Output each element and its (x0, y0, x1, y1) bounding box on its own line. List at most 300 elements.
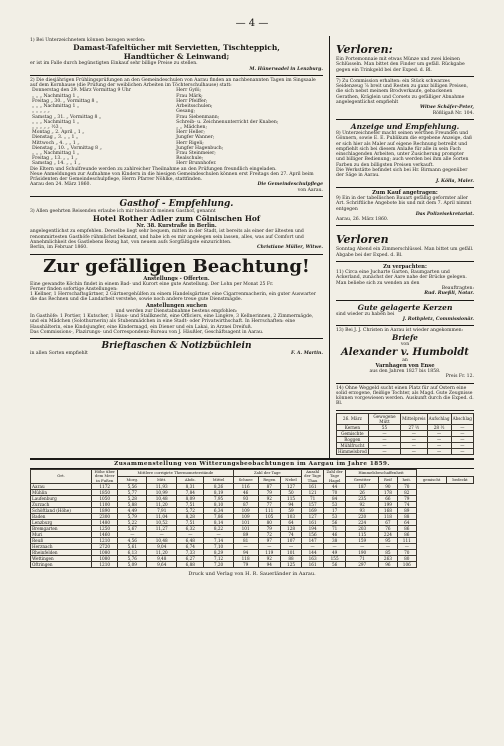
obs-subheader: Mitt. (147, 476, 177, 483)
obs-cell: 10,48 (147, 495, 177, 501)
obs-cell: 5,72 (177, 507, 204, 513)
obs-cell: 95 (379, 537, 397, 543)
obs-cell: 11,04 (147, 513, 177, 519)
obs-cell: 2300 (92, 513, 118, 519)
obs-cell: 92 (258, 555, 280, 561)
obs-subheader: Abds. (177, 476, 204, 483)
obs-cell: 53 (324, 501, 346, 507)
obs-cell: 187 (346, 483, 379, 489)
market-prices (336, 411, 474, 458)
obs-cell: 10,52 (147, 519, 177, 525)
obs-cell: 88 (397, 513, 416, 519)
ad11-text: 11) Circa eine Jucharte Garten, Baumgarten und Ackerland, zunächst der Aare nahe der Brücke gelegen. (336, 270, 467, 281)
obs-cell: 8,28 (177, 513, 204, 519)
obs-cell: 8,19 (204, 489, 233, 495)
schedule-date: „ „ „ „ „ (32, 109, 50, 115)
obs-location: Herznach (31, 543, 92, 549)
ad4-subtitle: Anstellungs - Offerten. (143, 275, 210, 282)
obs-cell: 9,64 (147, 561, 177, 567)
ad-school-exams (30, 76, 323, 197)
obs-cell: 5,77 (118, 489, 147, 495)
ad3-title: Gasthof - Empfehlung. (119, 199, 234, 210)
obs-cell: 70 (324, 489, 346, 495)
schedule-date: Donnerstag den 29. März Vormittag 9 Uhr (32, 88, 131, 94)
obs-cell: 93 (233, 495, 258, 501)
obs-cell: 155 (324, 555, 346, 561)
obs-cell: 1080 (92, 555, 118, 561)
ad11-text2: Man beliebe sich zu wenden an den (336, 280, 420, 286)
market-header: Mittelpreis (401, 413, 427, 424)
obs-cell: 44 (324, 483, 346, 489)
obs-location: Wettingen (31, 555, 92, 561)
two-column-layout (30, 36, 474, 458)
obs-cell: 82 (397, 489, 416, 495)
ad3-intro: 3) Allen geehrten Reisenden erlaube ich mir hiedurch meinen Gasthof, genannt (30, 209, 216, 215)
obs-cell: — (177, 531, 204, 537)
schedule-date: Montag „ 2. April „ 1 „ (32, 130, 85, 136)
obs-cell: 5,56 (118, 483, 147, 489)
obs-cell: 94 (258, 561, 280, 567)
obs-cell: 6,13 (118, 549, 147, 555)
ad-for-sale (336, 188, 474, 226)
obs-cell: 190 (346, 549, 379, 555)
market-cell: — (368, 448, 400, 454)
obs-location: Lenzburg (31, 519, 92, 525)
market-cell: 55 (368, 424, 400, 430)
ad1-text: er ist im Falle durch begünstigten Einkauf sehr billige Preise zu stellen. (30, 61, 198, 67)
obs-cell: 5,79 (118, 513, 147, 519)
ad-lost-purse (336, 36, 474, 77)
obs-cell: 5,28 (118, 495, 147, 501)
obs-cell: 106 (397, 561, 416, 567)
schedule-teacher: Gesang; (176, 109, 196, 115)
ad4-text1: Eine gewandte Köchin findet in einem Bad- und Kurort eine gute Anstellung. Der Lohn per Monat 25 Fr. (30, 281, 274, 287)
ad3-text: angelegentlichst zu empfehlen. Derselbe liegt sehr bequem, mitten in der Stadt, ist bereits als einer der ältesten und renommirtesten Gasthöfe rühmlichst bekannt, und habe ich es mir angelegen sein lassen, alles, was auf Comfort und Annehmlichkeit des Gastlebens Bezug hat, von neuem aufs Sorgfältigste einzurichten. (30, 229, 304, 245)
col-tage: Zahl der Tage (233, 469, 302, 476)
schedule-date: Dienstag „ 3. „ „ 1 „ (32, 135, 79, 141)
market-cell: 27 ½ (401, 424, 427, 430)
obs-cell: 1210 (92, 561, 118, 567)
schedule-date: Samstag „ 14. „ „ 1 „ (32, 161, 81, 167)
obs-cell: 7,84 (177, 489, 204, 495)
ad13-recipient: Varnhagen von Ense (375, 362, 435, 369)
obs-cell: 116 (233, 483, 258, 489)
obs-cell: 8,14 (204, 519, 233, 525)
schedule-date: Freitag „ 13. „ „ 1 „ (32, 156, 78, 162)
obs-cell: 6,88 (177, 561, 204, 567)
schedule-teacher: Herr Gyßi; (176, 88, 202, 94)
obs-location: Zurzach (31, 501, 92, 507)
obs-cell: 76 (379, 525, 397, 531)
ad-wallets (30, 339, 323, 359)
obs-cell: 1480 (92, 519, 118, 525)
obs-cell: 56 (324, 519, 346, 525)
ad-lease (336, 262, 474, 300)
obs-cell: 199 (379, 501, 397, 507)
obs-cell: 94 (233, 549, 258, 555)
obs-cell: 86 (397, 525, 416, 531)
schedule-date: „ „ „ Nachmittag 1 „ (32, 119, 80, 125)
ad-employment (30, 255, 323, 340)
obs-cell: 8,10 (204, 501, 233, 507)
obs-location: Reuß (31, 537, 92, 543)
obs-cell: 84 (324, 495, 346, 501)
ad13-from: von (400, 342, 410, 348)
obs-cell: 161 (302, 483, 324, 489)
obs-cell: 8,22 (204, 525, 233, 531)
obs-cell: 147 (302, 537, 324, 543)
ad8-text2: Die Werkstätte befindet sich bei Hr. Birmann gegenüber der Säge in Aarau. (336, 168, 468, 179)
obs-cell: — (118, 531, 147, 537)
ad1-intro: 1) Bei Unterzeichnetem können bezogen werden: (30, 38, 146, 43)
schedule-date: „ „ „ Nachmittag 1 „ (32, 93, 80, 99)
obs-subheader: heit. (397, 476, 416, 483)
obs-cell: 86 (397, 531, 416, 537)
obs-cell: 127 (302, 513, 324, 519)
ad13-letters: Briefe (392, 333, 418, 343)
obs-cell: 169 (302, 507, 324, 513)
obs-location: Schöftland (Höhe) (31, 507, 92, 513)
obs-cell: 1050 (92, 495, 118, 501)
schedule-teacher: Schreib- u. Zeichnenunterricht der Knaben; (176, 119, 279, 125)
ad2-signature2: von Aarau. (297, 187, 323, 193)
obs-cell: 89 (397, 507, 416, 513)
obs-location: Baden (31, 513, 92, 519)
obs-cell: 5,67 (118, 525, 147, 531)
left-column (30, 36, 330, 458)
obs-cell: 127 (280, 483, 301, 489)
obs-cell: 115 (280, 495, 301, 501)
obs-location: Rheinfelden (31, 549, 92, 555)
obs-cell: 89 (233, 531, 258, 537)
ad3-hotel-name: Hotel Rother Adler zum Cölnischen Hof (92, 214, 261, 224)
obs-cell: 8,09 (177, 495, 204, 501)
ad-painter (336, 120, 474, 188)
obs-cell: 10,48 (147, 537, 177, 543)
obs-cell: 80 (258, 519, 280, 525)
obs-cell: 7,14 (204, 537, 233, 543)
ad2-intro: 2) Die diesjährigen Frühlingsprüfungen an den Gemeindeschulen von Aarau finden an nachbenannten Tagen im Singsaale auf dem Kornhause (die Prüfung der weiblichen Arbeiten im Töchterschulhause) statt: (30, 77, 316, 89)
obs-cell: 85 (379, 549, 397, 555)
schedule-teacher: Jungfer Hagenbuch; (176, 145, 224, 151)
obs-cell: 70 (397, 549, 416, 555)
obs-cell: 8,31 (177, 483, 204, 489)
page-number: — 4 — (235, 18, 269, 29)
schedule-teacher: „ „ Mädchen; (176, 124, 207, 130)
obs-cell: 111 (258, 507, 280, 513)
market-header: Gewogene Mütt (368, 413, 400, 424)
obs-cell: 2720 (92, 543, 118, 549)
obs-cell: 5,61 (118, 543, 147, 549)
ad4-text4: und werden zur Dienstabnahme bestens empfohlen: (115, 308, 238, 314)
ad9-text: 9) Ein in der tabellischen Bauart gefällig geformter aller Art. Schriftliche Angebote bis und mit dem 7. April nimmt entgegen (336, 195, 472, 212)
obs-cell: 5,09 (118, 561, 147, 567)
obs-cell: 263 (379, 555, 397, 561)
obs-cell: 87 (258, 483, 280, 489)
obs-cell: 109 (233, 507, 258, 513)
market-cell: — (401, 436, 427, 442)
obs-cell: — (379, 543, 397, 549)
obs-cell: — (324, 543, 346, 549)
obs-cell: 64 (280, 519, 301, 525)
ad13-years: aus den Jahren 1827 bis 1858. (369, 368, 441, 374)
obs-cell: 203 (346, 525, 379, 531)
obs-cell: 81 (233, 537, 258, 543)
lost2-text: Sonntag Abend ein Zimmerschlüssel. Man bittet um gefäll. Abgabe bei der Exped. d. Bl. (336, 247, 474, 258)
ad-damask (30, 36, 323, 76)
schedule-date: „ „ „ Nachmittag 1 „ (32, 150, 80, 156)
lost-title: Verloren: (336, 43, 393, 56)
ad-hotel (30, 197, 323, 254)
ad1-headline2: Handtücher & Leinwand; (123, 52, 230, 62)
obs-cell: — (346, 543, 379, 549)
obs-cell: 8,26 (204, 483, 233, 489)
col-hoehe: Höhe über dem Meer in Fußen (92, 469, 118, 483)
ad13-price: Preis Fr. 12. (445, 374, 474, 380)
schedule-teacher: Frau Siebenmann; (176, 114, 220, 120)
obs-cell: 1172 (92, 483, 118, 489)
obs-cell: 79 (233, 561, 258, 567)
ad11-signature2: Rud. Rueßli, Notar. (424, 291, 474, 297)
obs-cell: 59 (280, 507, 301, 513)
obs-cell: 11,93 (147, 483, 177, 489)
schedule-date: „ „ „ „ „ ½3 „ (32, 124, 63, 130)
obs-cell: 7,95 (204, 495, 233, 501)
obs-cell: 87 (233, 501, 258, 507)
ad3-address: Nr. 38. Kurstraße in Berlin. (136, 223, 217, 230)
obs-cell: 4,56 (118, 537, 147, 543)
ad9-signature: Das Polizeisekretariat. (415, 211, 474, 217)
observations-table (30, 469, 474, 568)
obs-cell: 5,88 (118, 501, 147, 507)
obs-cell: 224 (346, 519, 379, 525)
market-cell: — (427, 448, 451, 454)
col-thau: Anzahl der Tage Thau (302, 469, 324, 483)
obs-cell: — (302, 543, 324, 549)
obs-cell: 1850 (92, 489, 118, 495)
obs-cell: — (147, 531, 177, 537)
obs-subheader: Nebel (280, 476, 301, 483)
obs-cell: 88 (280, 555, 301, 561)
ad3-dateline: Berlin, im Februar 1860. (30, 245, 88, 251)
ad12-title: Gute gelagerte Kerzen (357, 302, 453, 312)
obs-cell: 79 (258, 489, 280, 495)
obs-cell: 7,33 (177, 549, 204, 555)
obs-cell: 235 (346, 495, 379, 501)
market-cell: — (368, 436, 400, 442)
obs-cell: 1100 (92, 501, 118, 507)
obs-cell: 105 (258, 513, 280, 519)
lost2-title: Verloren (336, 233, 389, 247)
ad9-dateline: Aarau, 26. März 1860. (336, 217, 389, 223)
right-column (330, 36, 474, 458)
schedule-teacher: Jungfer Wanner; (176, 135, 215, 141)
obs-cell: 7,10 (204, 543, 233, 549)
obs-cell: 49 (324, 549, 346, 555)
obs-cell: 10,99 (147, 489, 177, 495)
obs-cell: 156 (302, 531, 324, 537)
ad-humboldt (336, 326, 474, 383)
obs-subheader: bedeckt (447, 476, 474, 483)
ad12-signature: J. Rothpletz, Commissionär. (402, 316, 474, 322)
obs-cell: 80 (397, 555, 416, 561)
obs-cell: 94 (280, 501, 301, 507)
obs-cell: 74 (397, 501, 416, 507)
schedule-teacher: Arbeitsschulen; (176, 104, 213, 110)
schedule-teacher: Herr Brunnhofer. (176, 161, 217, 167)
market-cell: — (401, 442, 427, 448)
obs-cell: 79 (397, 495, 416, 501)
printer-footer: Druck und Verlag von H. R. Sauerländer in Aarau. (188, 570, 316, 577)
ad8-title: Anzeige und Empfehlung. (350, 121, 460, 131)
ad-silk (336, 77, 474, 120)
obs-row (31, 561, 474, 567)
obs-cell: 70 (397, 483, 416, 489)
ad7-address: Rößligaß Nr. 104. (432, 110, 474, 116)
obs-cell: 11,20 (147, 501, 177, 507)
col-himmel: Himmelsbeschaffenheit (346, 469, 417, 476)
market-header: 26. März (337, 413, 369, 424)
obs-cell: 53 (324, 513, 346, 519)
schedule-teacher: Herr Rigeli; (176, 140, 204, 146)
market-cell: — (368, 430, 400, 436)
market-header: Abschlag (451, 413, 473, 424)
obs-cell: 26 (346, 489, 379, 495)
schedule-teacher: Herr Heller; (176, 130, 205, 136)
obs-cell: 1210 (92, 537, 118, 543)
ad12-text: sind wieder zu haben bei (336, 311, 395, 317)
ad4-text2: Ferner finden sofortige Anstellungen: (30, 286, 118, 292)
schedule-date: Mittwoch „ 4. „ „ 1 „ (32, 140, 80, 146)
ad4-subtitle2: Anstellungen suchen (145, 302, 208, 309)
market-cell: — (427, 436, 451, 442)
obs-cell: 118 (233, 555, 258, 561)
obs-cell: 1250 (92, 525, 118, 531)
obs-cell: 144 (302, 549, 324, 555)
market-cell: — (427, 430, 451, 436)
market-cell: 28 ½ (427, 424, 451, 430)
obs-cell: 121 (302, 489, 324, 495)
obs-cell: 7,20 (204, 561, 233, 567)
market-cell: — (451, 448, 473, 454)
schedule-date: Samstag „ 31. „ Vormittag 8 „ (32, 114, 102, 120)
obs-cell: 161 (302, 561, 324, 567)
schedule-date: „ „ „ Nachmittag 1 „ (32, 104, 80, 110)
schedule-date: Freitag „ 30. „ Vormittag 8 „ (32, 98, 99, 104)
ad9-title: Zum Kauf angetragen: (372, 189, 438, 196)
exam-schedule-table (30, 88, 323, 166)
schedule-date: Dienstag „ 10. „ Vormittag 8 „ (32, 145, 102, 151)
obs-cell: 7,12 (204, 555, 233, 561)
obs-cell: 128 (280, 525, 301, 531)
obs-cell: — (397, 543, 416, 549)
lost-text: Ein Portemonnaie mit etwas Münze und zwei kleinen Schlüsseln. Man bittet den Finder um gefäll. Rückgabe gegen ein Trinkgeld bei der Exped. d. Bl. (336, 57, 465, 73)
ad5-left: in allen Sorten empfiehlt (30, 351, 88, 357)
obs-cell: 5,76 (118, 555, 147, 561)
schedule-teacher: Herr Pfeiffer; (176, 98, 208, 104)
obs-cell: 79 (258, 525, 280, 531)
col-ort: Ort. (31, 469, 92, 483)
market-cell: — (451, 436, 473, 442)
obs-cell: 6,27 (177, 555, 204, 561)
obs-location: Mühlin (31, 489, 92, 495)
obs-cell: 8,29 (204, 549, 233, 555)
obs-location: Laufenburg (31, 495, 92, 501)
ad11-signature: Beauftragten: (441, 285, 474, 291)
obs-cell: 194 (302, 525, 324, 531)
obs-cell: 17 (324, 507, 346, 513)
obs-cell: 101 (233, 525, 258, 531)
obs-cell: 168 (379, 507, 397, 513)
schedule-teacher: Frau Märk; (176, 93, 203, 99)
ad2-signature: Die Gemeindeschulpflege (257, 182, 323, 188)
obs-cell: 7,91 (147, 507, 177, 513)
col-thermo: Mittlere corrigirte Thermometerstände (118, 469, 233, 476)
obs-cell: 107 (280, 537, 301, 543)
obs-cell: 1460 (92, 531, 118, 537)
obs-subheader: Mittel (204, 476, 233, 483)
obs-cell: 92 (258, 495, 280, 501)
obs-cell: — (258, 543, 280, 549)
obs-cell: 6,48 (177, 537, 204, 543)
obs-cell: 159 (346, 537, 379, 543)
obs-cell: 7,51 (177, 501, 204, 507)
obs-cell: 92 (346, 501, 379, 507)
ad7-signature: Witwe Schäfer-Peter, (419, 105, 474, 111)
obs-cell: 56 (324, 561, 346, 567)
obs-cell: — (233, 543, 258, 549)
weather-observations (30, 458, 474, 568)
ad13-name: Alexander v. Humboldt (341, 346, 469, 358)
col-hagel: Zahl der Tage Hagel (324, 469, 346, 483)
ad4-text5: In Gasthöfe: 1 Portier, 1 Kutscher, 1 Haus- und Stallknecht, eine Officiers, eine Lingère, 3 Kellnerinnen, 2 Zimmermägde, und ein Mädchen (Solothurnerin) als Stubenmädchen in eine Stadt- oder Privatwirthschaft. In Herrschaften: eine Haushälterin, eine Kindsjungfer, eine Kindermagd, ein Diener und ein Lakai, in Arznei Dreifuß. (30, 313, 314, 330)
obs-cell: 11,20 (147, 549, 177, 555)
market-cell: Kernen (337, 424, 369, 430)
market-header: Aufschlag (427, 413, 451, 424)
obs-cell: 71 (324, 525, 346, 531)
obs-cell: 46 (324, 531, 346, 537)
ad2-outro1: Die Eltern und Schulfreunde werden zu zahlreicher Theilnahme an den Prüfungen freundlich eingeladen. (30, 166, 277, 172)
obs-cell: 161 (302, 519, 324, 525)
obs-cell: 101 (233, 519, 258, 525)
market-row (337, 448, 474, 454)
schedule-teacher: Realschule; (176, 156, 204, 162)
obs-cell: 125 (280, 561, 301, 567)
obs-cell: 163 (302, 555, 324, 561)
obs-subheader: Reif (379, 476, 397, 483)
market-table (336, 413, 474, 455)
market-cell: Gemischte (337, 430, 369, 436)
ad11-title: Zu verpachten: (383, 264, 427, 271)
obs-cell: 46 (233, 489, 258, 495)
obs-cell: 297 (346, 561, 379, 567)
obs-location: Aarau (31, 483, 92, 489)
market-cell: Himmelsbrod (338, 448, 367, 454)
obs-cell: 66 (379, 495, 397, 501)
obs-cell: 7,51 (177, 519, 204, 525)
obs-cell: 115 (346, 531, 379, 537)
obs-cell: 67 (379, 519, 397, 525)
obs-cell: 101 (280, 549, 301, 555)
obs-cell: 9,48 (147, 555, 177, 561)
ad5-title: Brieftaschen & Notizbüchlein (101, 341, 252, 352)
obs-cell: 74 (280, 531, 301, 537)
obs-cell: 220 (346, 513, 379, 519)
obs-location: Oftringen (31, 561, 92, 567)
obs-subheader: Schnee (233, 476, 258, 483)
obs-cell: 1890 (92, 507, 118, 513)
ad2-dateline: Aarau den 24. März 1860. (30, 182, 91, 188)
